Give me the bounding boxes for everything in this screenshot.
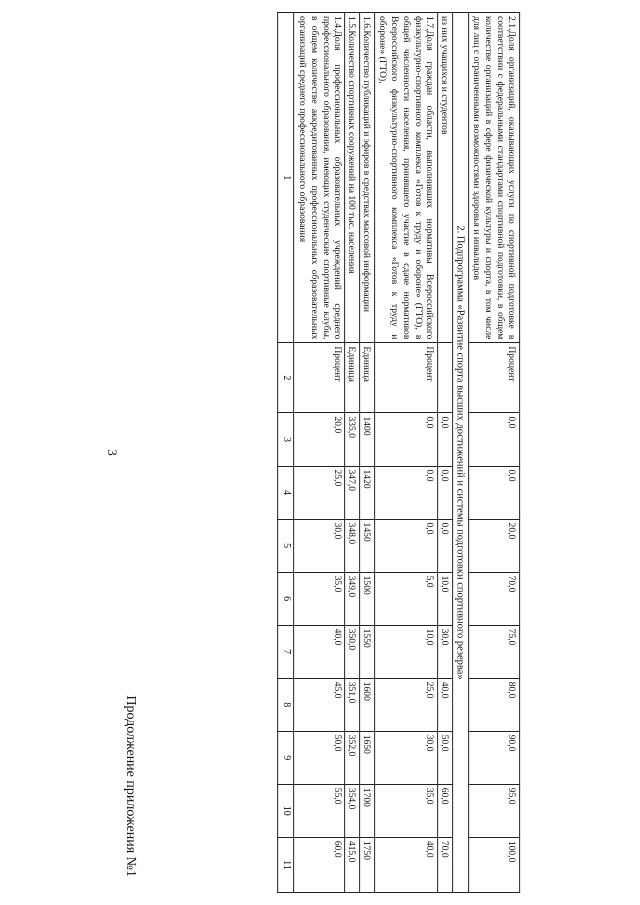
table-row bbox=[360, 13, 375, 893]
indicator-name: 1.7.Доля граждан области, выполнивших нормативы Всероссийского физкультурно-спортивного комплекса «Готов к труду и обороне» (ГТО), в общей численности населения, принявшего участие в сдаче нормативов Всероссийского физкультурно-спортивного комплекса «Готов к труду и обороне» (ГТО), bbox=[375, 13, 438, 343]
unit-cell: Процент bbox=[469, 343, 520, 413]
value-cell: 60,0 bbox=[294, 837, 345, 892]
table-row bbox=[469, 13, 520, 893]
value-cell: 350,0 bbox=[345, 625, 360, 678]
value-cell: 415,0 bbox=[345, 837, 360, 892]
value-cell: 1420 bbox=[360, 466, 375, 519]
unit-cell bbox=[437, 343, 452, 413]
header-cell: 1 bbox=[278, 13, 294, 343]
table-row bbox=[294, 13, 345, 893]
value-cell: 1400 bbox=[360, 413, 375, 466]
subprogram-row bbox=[452, 13, 468, 893]
value-cell: 0,0 bbox=[437, 466, 452, 519]
value-cell: 1700 bbox=[360, 784, 375, 837]
indicator-name: 1.5.Количество спортивных сооружений на 100 тыс. населения bbox=[345, 13, 360, 343]
value-cell: 60,0 bbox=[437, 784, 452, 837]
value-cell: 0,0 bbox=[469, 413, 520, 466]
indicator-name: 1.4.Доля профессиональных образовательных учреждений среднего профессионального образования, имеющих студенческие спортивные клубы, в общем количестве аккредитованных профессиональных образовательных организаций среднего профессионального образования bbox=[294, 13, 345, 343]
value-cell: 25,0 bbox=[294, 466, 345, 519]
table-row bbox=[437, 13, 452, 893]
value-cell: 80,0 bbox=[469, 678, 520, 731]
indicators-table bbox=[277, 12, 520, 893]
table-row bbox=[345, 13, 360, 893]
header-cell: 11 bbox=[278, 837, 294, 892]
header-cell: 10 bbox=[278, 784, 294, 837]
value-cell: 40,0 bbox=[437, 678, 452, 731]
value-cell: 10,0 bbox=[437, 572, 452, 625]
value-cell: 0,0 bbox=[469, 466, 520, 519]
header-cell: 8 bbox=[278, 678, 294, 731]
value-cell: 347,0 bbox=[345, 466, 360, 519]
value-cell: 335,0 bbox=[345, 413, 360, 466]
header-cell: 9 bbox=[278, 731, 294, 784]
value-cell: 30,0 bbox=[294, 519, 345, 572]
value-cell: 75,0 bbox=[469, 625, 520, 678]
value-cell: 349,0 bbox=[345, 572, 360, 625]
value-cell: 25,0 bbox=[375, 678, 438, 731]
value-cell: 354,0 bbox=[345, 784, 360, 837]
unit-cell: Процент bbox=[294, 343, 345, 413]
page-number: 3 bbox=[105, 449, 120, 456]
subprogram-title: 2. Подпрограмма «Развитие спорта высших достижений и системы подготовки спортивного резерва» bbox=[452, 13, 468, 893]
unit-cell: Процент bbox=[375, 343, 438, 413]
value-cell: 0,0 bbox=[437, 519, 452, 572]
indicator-name: 2.1.Доля организаций, оказывающих услуги по спортивной подготовке в соответствии с федеральными стандартами спортивной подготовки, в общем количестве организаций в сфере физической культуры и спорта, в том числе для лиц с ограниченными возможностями здоровья и инвалидов bbox=[469, 13, 520, 343]
value-cell: 352,0 bbox=[345, 731, 360, 784]
value-cell: 70,0 bbox=[437, 837, 452, 892]
unit-cell: Единица bbox=[360, 343, 375, 413]
value-cell: 20,0 bbox=[469, 519, 520, 572]
value-cell: 0,0 bbox=[375, 466, 438, 519]
value-cell: 1650 bbox=[360, 731, 375, 784]
value-cell: 35,0 bbox=[294, 572, 345, 625]
header-row bbox=[278, 13, 294, 893]
indicator-name: из них учащихся и студентов bbox=[437, 13, 452, 343]
value-cell: 1750 bbox=[360, 837, 375, 892]
value-cell: 55,0 bbox=[294, 784, 345, 837]
value-cell: 30,0 bbox=[437, 625, 452, 678]
value-cell: 45,0 bbox=[294, 678, 345, 731]
header-cell: 5 bbox=[278, 519, 294, 572]
indicator-name: 1.6.Количество публикаций и эфиров в средствах массовой информации bbox=[360, 13, 375, 343]
value-cell: 50,0 bbox=[437, 731, 452, 784]
value-cell: 1550 bbox=[360, 625, 375, 678]
value-cell: 1600 bbox=[360, 678, 375, 731]
header-cell: 7 bbox=[278, 625, 294, 678]
value-cell: 348,0 bbox=[345, 519, 360, 572]
value-cell: 70,0 bbox=[469, 572, 520, 625]
value-cell: 10,0 bbox=[375, 625, 438, 678]
value-cell: 0,0 bbox=[375, 413, 438, 466]
header-cell: 3 bbox=[278, 413, 294, 466]
header-cell: 6 bbox=[278, 572, 294, 625]
value-cell: 50,0 bbox=[294, 731, 345, 784]
unit-cell: Единица bbox=[345, 343, 360, 413]
value-cell: 100,0 bbox=[469, 837, 520, 892]
value-cell: 40,0 bbox=[375, 837, 438, 892]
value-cell: 95,0 bbox=[469, 784, 520, 837]
value-cell: 351,0 bbox=[345, 678, 360, 731]
value-cell: 90,0 bbox=[469, 731, 520, 784]
header-cell: 4 bbox=[278, 466, 294, 519]
table-row bbox=[375, 13, 438, 893]
value-cell: 30,0 bbox=[375, 731, 438, 784]
value-cell: 40,0 bbox=[294, 625, 345, 678]
continuation-label: Продолжение приложения №1 bbox=[123, 695, 138, 877]
value-cell: 5,0 bbox=[375, 572, 438, 625]
value-cell: 1500 bbox=[360, 572, 375, 625]
value-cell: 1450 bbox=[360, 519, 375, 572]
header-cell: 2 bbox=[278, 343, 294, 413]
value-cell: 35,0 bbox=[375, 784, 438, 837]
value-cell: 0,0 bbox=[375, 519, 438, 572]
value-cell: 0,0 bbox=[437, 413, 452, 466]
value-cell: 20,0 bbox=[294, 413, 345, 466]
